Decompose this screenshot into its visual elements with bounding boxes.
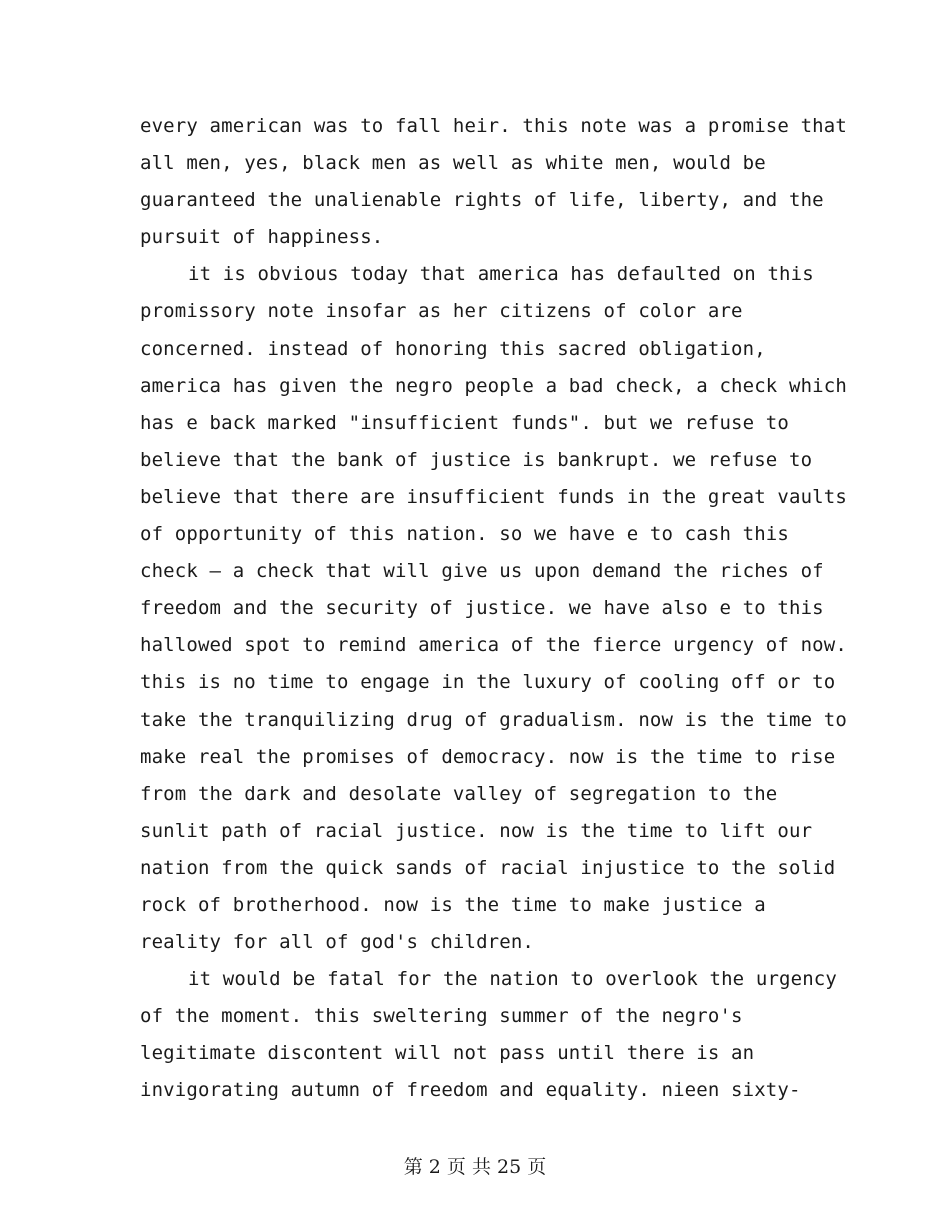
text-line: hallowed spot to remind america of the fierce urgency of now. (140, 634, 847, 657)
text-line: america has given the negro people a bad check, a check which (140, 374, 847, 397)
text-line: legitimate discontent will not pass until there is an (140, 1042, 755, 1065)
text-line: of opportunity of this nation. so we have e to cash this (140, 523, 789, 546)
text-line: sunlit path of racial justice. now is the time to lift our (140, 819, 813, 842)
text-line: freedom and the security of justice. we have also e to this (140, 597, 824, 620)
text-line: pursuit of happiness. (140, 226, 384, 249)
text-line: believe that there are insufficient funds in the great vaults (140, 485, 847, 508)
text-line: has e back marked "insufficient funds". but we refuse to (140, 411, 789, 434)
text-line: promissory note insofar as her citizens of color are (140, 300, 743, 323)
page-number-footer: 第 2 页 共 25 页 (403, 1156, 547, 1178)
text-line: of the moment. this sweltering summer of the negro's (140, 1005, 743, 1028)
text-line: nation from the quick sands of racial injustice to the solid (140, 856, 836, 879)
text-line: from the dark and desolate valley of segregation to the (140, 782, 778, 805)
text-line: all men, yes, black men as well as white men, would be (140, 152, 766, 175)
text-line: this is no time to engage in the luxury of cooling off or to (140, 671, 836, 694)
text-line: rock of brotherhood. now is the time to make justice a (140, 893, 766, 916)
text-line: believe that the bank of justice is bankrupt. we refuse to (140, 448, 813, 471)
body-text (140, 108, 847, 1110)
text-line: reality for all of god's children. (140, 931, 535, 954)
text-line: make real the promises of democracy. now is the time to rise (140, 745, 836, 768)
text-line: take the tranquilizing drug of gradualism. now is the time to (140, 708, 847, 731)
text-line: every american was to fall heir. this note was a promise that (140, 115, 847, 137)
text-line: invigorating autumn of freedom and equality. nieen sixty- (140, 1079, 801, 1102)
text-line: guaranteed the unalienable rights of life, liberty, and the (140, 189, 824, 212)
text-line: concerned. instead of honoring this sacred obligation, (140, 337, 766, 360)
text-line: check — a check that will give us upon demand the riches of (140, 560, 824, 583)
paragraph-start-line: it is obvious today that america has defaulted on this (188, 263, 814, 286)
paragraph-start-line: it would be fatal for the nation to overlook the urgency (188, 968, 837, 991)
